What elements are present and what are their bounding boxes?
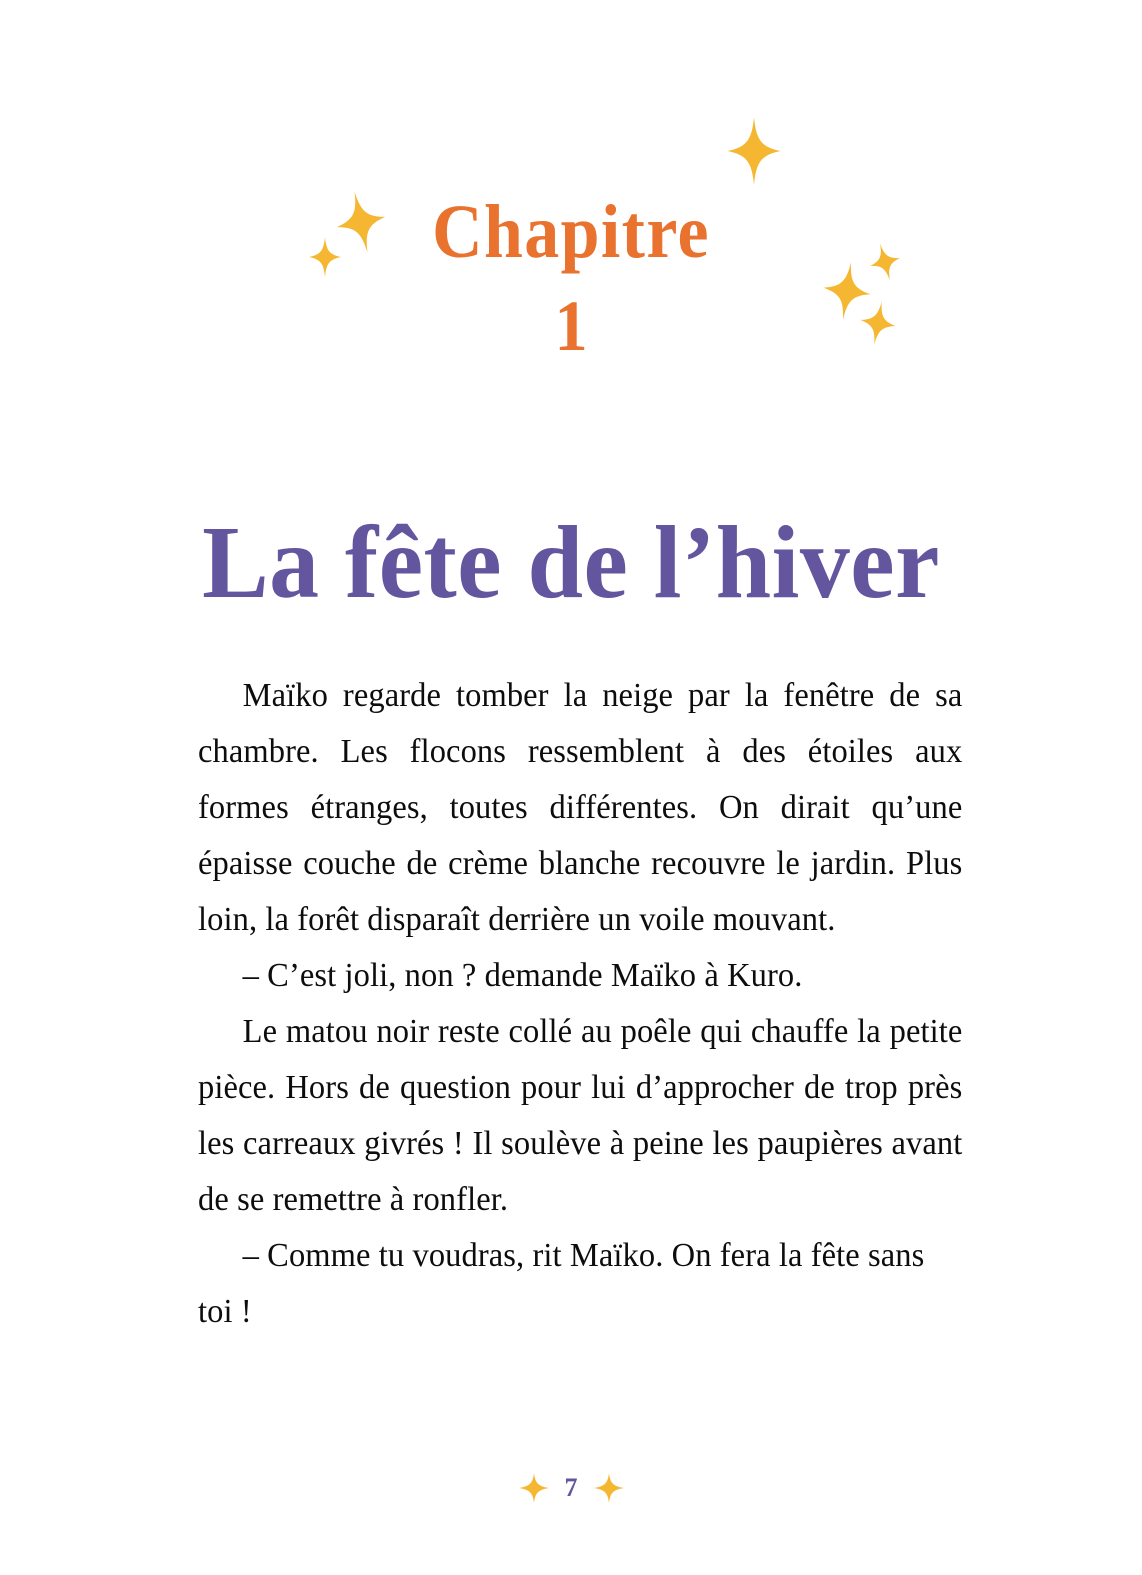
sparkle-star-icon-right <box>594 1473 624 1503</box>
chapter-label: Chapitre <box>432 190 710 274</box>
paragraph-kuro: Le matou noir reste collé au poêle qui chauffe la petite pièce. Hors de question pour lui d’approcher de trop près les carreaux givrés ! Il soulève à peine les paupières avant de se remettre à ronfler. <box>198 1013 963 1218</box>
sparkle-star-top-right <box>720 112 788 190</box>
sparkle-star-icon-left <box>519 1473 549 1503</box>
chapter-number: 1 <box>554 286 588 367</box>
body-text <box>198 668 986 1340</box>
paragraph-dialogue-maiko-question: – C’est joli, non ? demande Maïko à Kuro. <box>242 957 803 994</box>
paragraph-dialogue-maiko-reply: – Comme tu voudras, rit Maïko. On fera la fête sans toi ! <box>198 1237 925 1330</box>
paragraph-opening: Maïko regarde tomber la neige par la fenêtre de sa chambre. Les flocons ressemblent à des étoiles aux formes étranges, toutes différentes. On dirait qu’une épaisse couche de crème blanche recouvre le jardin. Plus loin, la forêt disparaît derrière un voile mouvant. <box>198 677 963 938</box>
page-title: La fête de l’hiver <box>202 504 940 620</box>
page-footer <box>0 1473 1142 1503</box>
chapter-heading <box>0 190 1142 367</box>
page-number: 7 <box>564 1473 578 1502</box>
